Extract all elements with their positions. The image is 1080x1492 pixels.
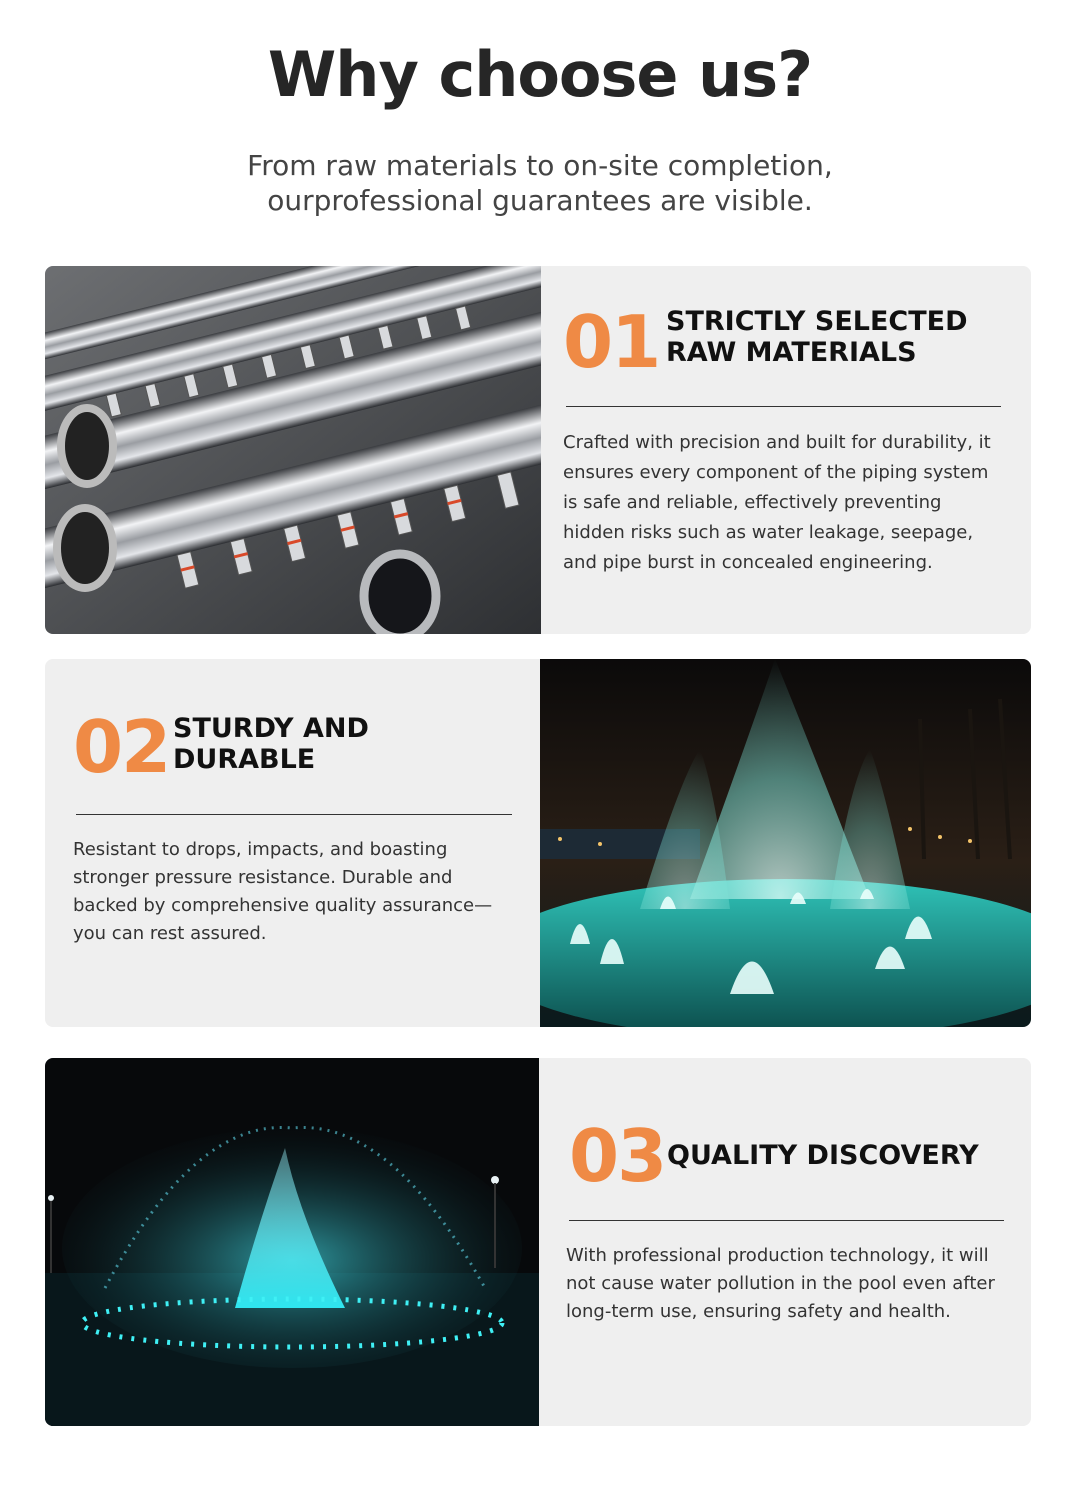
page-title: Why choose us? [267, 38, 813, 111]
feature-number: 01 [563, 300, 660, 384]
page-subtitle [0, 148, 1080, 218]
feature-description: Crafted with precision and built for durability, it ensures every component of the piping system is safe and reliable, effectively preventing hidden risks such as water leakage, seepage, and pipe burst in concealed engineering. [563, 432, 991, 573]
feature-heading-line-1: STRICTLY SELECTED [666, 306, 968, 337]
feature-heading-line-1: STURDY AND [173, 713, 369, 744]
divider [76, 814, 512, 815]
subtitle-line-2: ourprofessional guarantees are visible. [267, 184, 813, 217]
feature-description: With professional production technology, it will not cause water pollution in the pool even after long-term use, ensuring safety and health. [566, 1245, 995, 1322]
feature-heading-line-1: QUALITY DISCOVERY [667, 1140, 979, 1171]
feature-1-text [563, 266, 1013, 634]
feature-description: Resistant to drops, impacts, and boasting stronger pressure resistance. Durable and backed by comprehensive quality assurance—you can rest assured. [73, 839, 493, 944]
subtitle-line-1: From raw materials to on-site completion, [247, 149, 833, 182]
feature-card-3 [45, 1058, 1031, 1426]
divider [569, 1220, 1004, 1221]
feature-number: 02 [73, 705, 170, 789]
feature-heading [666, 306, 1006, 368]
night-fountain-photo [540, 659, 1031, 1027]
feature-3-text [566, 1058, 1016, 1426]
feature-heading-line-2: RAW MATERIALS [666, 337, 917, 368]
stainless-pipes-photo [45, 266, 541, 634]
feature-2-text [73, 659, 523, 1027]
feature-card-2 [45, 659, 1031, 1027]
feature-heading [667, 1140, 1012, 1171]
ring-fountain-photo [45, 1058, 539, 1426]
feature-number: 03 [569, 1114, 666, 1198]
divider [566, 406, 1001, 407]
feature-card-1 [45, 266, 1031, 634]
feature-heading [173, 713, 493, 775]
feature-heading-line-2: DURABLE [173, 744, 316, 775]
